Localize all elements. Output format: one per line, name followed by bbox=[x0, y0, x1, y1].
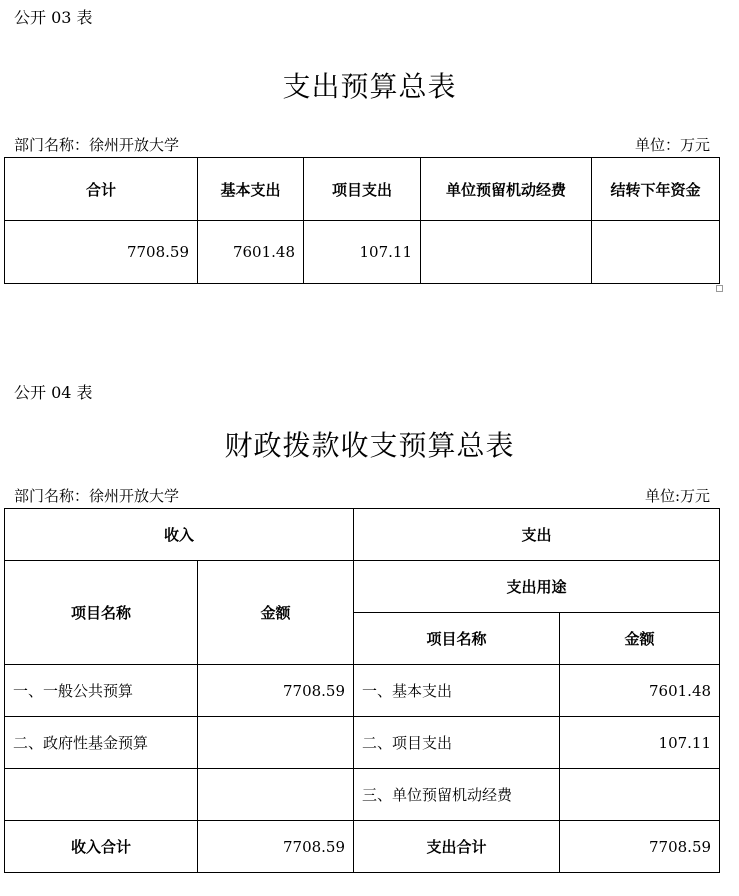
income-amount bbox=[198, 717, 354, 769]
expense-amount: 107.11 bbox=[560, 717, 720, 769]
table-03-title: 支出预算总表 bbox=[282, 70, 457, 103]
table-04-tag: 公开 04 表 bbox=[14, 383, 93, 402]
income-name bbox=[5, 769, 198, 821]
table-resize-handle[interactable] bbox=[716, 285, 723, 292]
table-04-title: 财政拨款收支预算总表 bbox=[224, 429, 515, 462]
cell-carryover bbox=[592, 221, 720, 284]
income-name: 一、一般公共预算 bbox=[5, 665, 198, 717]
expense-amount: 7601.48 bbox=[560, 665, 720, 717]
cell-project: 107.11 bbox=[304, 221, 421, 284]
table-03-tag: 公开 03 表 bbox=[14, 8, 93, 27]
table-row bbox=[5, 769, 720, 821]
expense-amount bbox=[560, 769, 720, 821]
expense-name: 二、项目支出 bbox=[354, 717, 560, 769]
income-total-label: 收入合计 bbox=[5, 821, 198, 873]
header-project: 项目支出 bbox=[304, 158, 421, 221]
expense-total-amount: 7708.59 bbox=[560, 821, 720, 873]
income-amount: 7708.59 bbox=[198, 665, 354, 717]
header-carryover: 结转下年资金 bbox=[592, 158, 720, 221]
header-expense-item: 项目名称 bbox=[354, 613, 560, 665]
header-expense-amount: 金额 bbox=[560, 613, 720, 665]
header-basic: 基本支出 bbox=[198, 158, 304, 221]
header-reserve: 单位预留机动经费 bbox=[421, 158, 592, 221]
expense-name: 三、单位预留机动经费 bbox=[354, 769, 560, 821]
table-row bbox=[5, 717, 720, 769]
header-expense: 支出 bbox=[354, 509, 720, 561]
header-income-item: 项目名称 bbox=[5, 561, 198, 665]
expense-total-label: 支出合计 bbox=[354, 821, 560, 873]
cell-total: 7708.59 bbox=[5, 221, 198, 284]
header-income-amount: 金额 bbox=[198, 561, 354, 665]
income-name: 二、政府性基金预算 bbox=[5, 717, 198, 769]
table-03-dept: 部门名称：徐州开放大学 bbox=[14, 136, 180, 154]
table-03-unit: 单位：万元 bbox=[634, 136, 710, 154]
table-04-unit: 单位:万元 bbox=[644, 487, 710, 505]
income-amount bbox=[198, 769, 354, 821]
table-row bbox=[5, 665, 720, 717]
cell-reserve bbox=[421, 221, 592, 284]
total-row bbox=[5, 821, 720, 873]
fiscal-budget-table bbox=[4, 508, 720, 873]
header-total: 合计 bbox=[5, 158, 198, 221]
income-total-amount: 7708.59 bbox=[198, 821, 354, 873]
header-income: 收入 bbox=[5, 509, 354, 561]
header-usage: 支出用途 bbox=[354, 561, 720, 613]
table-04-dept: 部门名称：徐州开放大学 bbox=[14, 487, 180, 505]
expense-name: 一、基本支出 bbox=[354, 665, 560, 717]
cell-basic: 7601.48 bbox=[198, 221, 304, 284]
expenditure-budget-table bbox=[4, 157, 720, 284]
